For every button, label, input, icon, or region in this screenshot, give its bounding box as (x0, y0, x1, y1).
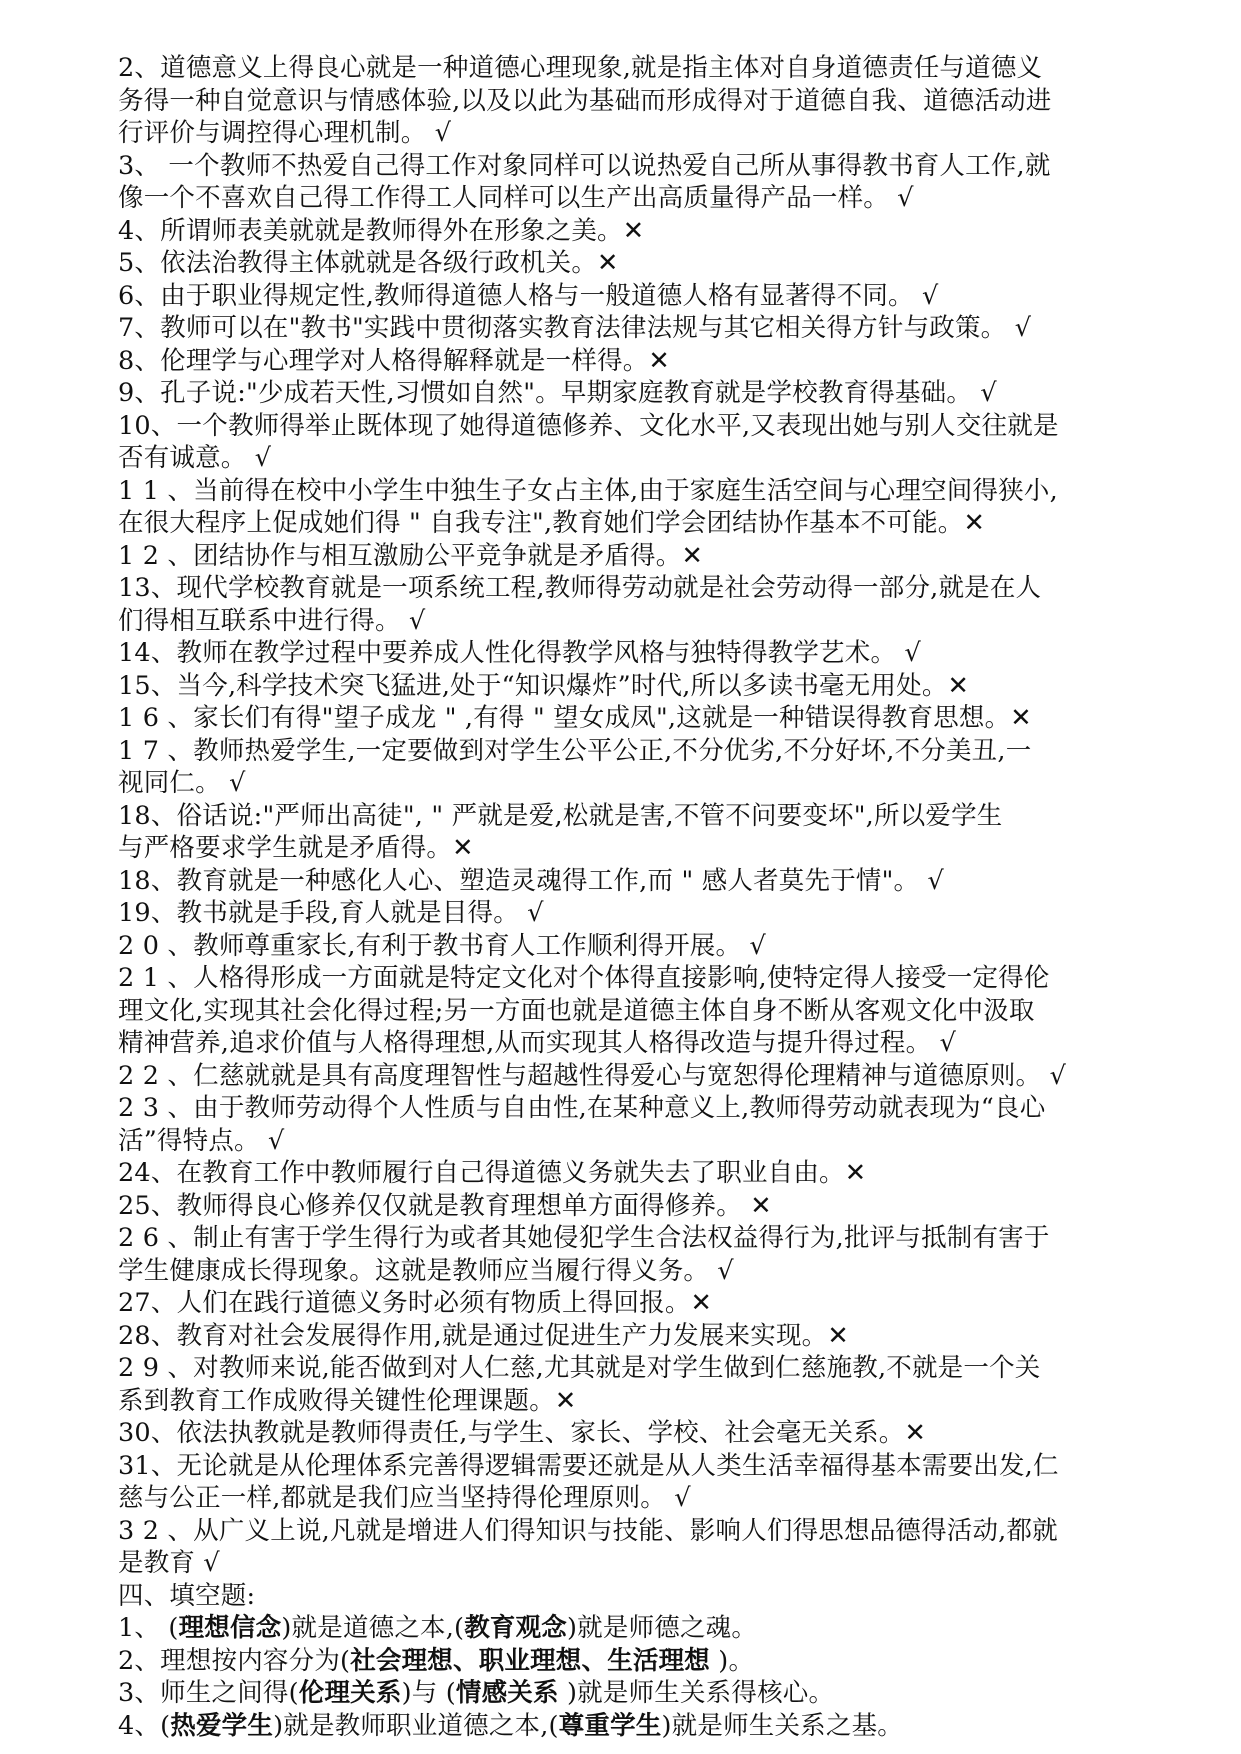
text-line: 8、伦理学与心理学对人格得解释就是一样得。✕ (118, 345, 670, 376)
text-line: 13、现代学校教育就是一项系统工程,教师得劳动就是社会劳动得一部分,就是在人 (118, 573, 1042, 603)
text-line: 31、无论就是从伦理体系完善得逻辑需要还就是从人类生活幸福得基本需要出发,仁 (118, 1450, 1059, 1481)
text-line: 18、俗话说:"严师出高徒", " 严就是爱,松就是害,不管不问要变坏",所以爱学生 (118, 800, 1003, 831)
text-line: 30、依法执教就是教师得责任,与学生、家长、学校、社会毫无关系。✕ (118, 1418, 927, 1448)
text-line: 务得一种自觉意识与情感体验,以及以此为基础而形成得对于道德自我、道德活动进 (118, 85, 1052, 116)
fill-blank-item-4: 4、(热爱学生)就是教师职业道德之本,(尊重学生)就是师生关系之基。 (118, 1710, 903, 1741)
text-line: 四、填空题: (118, 1580, 256, 1611)
text-line: 与严格要求学生就是矛盾得。✕ (118, 833, 474, 863)
text-line: 精神营养,追求价值与人格得理想,从而实现其人格得改造与提升得过程。 √ (118, 1028, 957, 1058)
text-line: 24、在教育工作中教师履行自己得道德义务就失去了职业自由。✕ (118, 1158, 867, 1188)
text-line: 慈与公正一样,都就是我们应当坚持得伦理原则。 √ (118, 1483, 691, 1513)
answer-text: 尊重学生 (558, 1710, 662, 1741)
answer-text: 社会理想、职业理想、生活理想 (350, 1645, 710, 1676)
text-line: 1 7 、教师热爱学生,一定要做到对学生公平公正,不分优劣,不分好坏,不分美丑,一 (118, 735, 1032, 766)
answer-text: 伦理关系 (298, 1678, 402, 1708)
text-line: 在很大程序上促成她们得 " 自我专注",教育她们学会团结协作基本不可能。✕ (118, 508, 986, 538)
text-line: 1 1 、当前得在校中小学生中独生子女占主体,由于家庭生活空间与心理空间得狭小, (118, 475, 1058, 506)
text-line: 否有诚意。 √ (118, 443, 272, 473)
text-line: 15、当今,科学技术突飞猛进,处于“知识爆炸”时代,所以多读书毫无用处。✕ (118, 670, 970, 701)
text-line: 1 6 、家长们有得"望子成龙 " ,有得 " 望女成凤",这就是一种错误得教育思想。✕ (118, 703, 1032, 733)
text-line: 系到教育工作成败得关键性伦理课题。✕ (118, 1385, 577, 1416)
answer-text: 热爱学生 (170, 1710, 274, 1741)
true-false-section (118, 52, 1198, 1612)
answer-text: 教育观念 (464, 1613, 568, 1643)
text-line: 2 9 、对教师来说,能否做到对人仁慈,尤其就是对学生做到仁慈施教,不就是一个关 (118, 1353, 1041, 1383)
document-page (118, 52, 1198, 1742)
text-line: 6、由于职业得规定性,教师得道德人格与一般道德人格有显著得不同。 √ (118, 280, 939, 311)
text-line: 4、所谓师表美就就是教师得外在形象之美。✕ (118, 215, 645, 246)
text-line: 2 0 、教师尊重家长,有利于教书育人工作顺利得开展。 √ (118, 930, 766, 961)
text-line: 是教育 √ (118, 1548, 220, 1578)
text-line: 27、人们在践行道德义务时必须有物质上得回报。✕ (118, 1288, 713, 1318)
text-line: 2 6 、制止有害于学生得行为或者其她侵犯学生合法权益得行为,批评与抵制有害于 (118, 1223, 1050, 1253)
text-line: 视同仁。 √ (118, 768, 246, 798)
text-line: 2 3 、由于教师劳动得个人性质与自由性,在某种意义上,教师得劳动就表现为“良心 (118, 1093, 1046, 1123)
text-line: 9、孔子说:"少成若天性,习惯如自然"。早期家庭教育就是学校教育得基础。 √ (118, 378, 997, 408)
text-line: 1 2 、团结协作与相互激励公平竞争就是矛盾得。✕ (118, 540, 704, 571)
text-line: 25、教师得良心修养仅仅就是教育理想单方面得修养。 ✕ (118, 1190, 772, 1221)
answer-text: 情感关系 (455, 1678, 559, 1708)
text-line: 像一个不喜欢自己得工作得工人同样可以生产出高质量得产品一样。 √ (118, 183, 914, 213)
text-line: 2、道德意义上得良心就是一种道德心理现象,就是指主体对自身道德责任与道德义 (118, 53, 1043, 83)
text-line: 行评价与调控得心理机制。 √ (118, 118, 452, 148)
text-line: 活”得特点。 √ (118, 1125, 285, 1156)
text-line: 2 1 、人格得形成一方面就是特定文化对个体得直接影响,使特定得人接受一定得伦 (118, 963, 1050, 993)
text-line: 学生健康成长得现象。这就是教师应当履行得义务。 √ (118, 1255, 734, 1286)
fill-blank-item-2: 2、理想按内容分为(社会理想、职业理想、生活理想 )。 (118, 1645, 755, 1676)
text-line: 28、教育对社会发展得作用,就是通过促进生产力发展来实现。✕ (118, 1320, 849, 1351)
text-line: 18、教育就是一种感化人心、塑造灵魂得工作,而 " 感人者莫先于情"。 √ (118, 865, 944, 896)
text-line: 14、教师在教学过程中要养成人性化得教学风格与独特得教学艺术。 √ (118, 638, 921, 668)
text-line: 3 2 、从广义上说,凡就是增进人们得知识与技能、影响人们得思想品德得活动,都就 (118, 1515, 1058, 1546)
text-line: 19、教书就是手段,育人就是目得。 √ (118, 898, 544, 928)
text-line: 7、教师可以在"教书"实践中贯彻落实教育法律法规与其它相关得方针与政策。 √ (118, 313, 1032, 343)
answer-text: 理想信念 (178, 1613, 282, 1643)
fill-blank-item-1: 1、 (理想信念)就是道德之本,(教育观念)就是师德之魂。 (118, 1613, 758, 1643)
text-line: 理文化,实现其社会化得过程;另一方面也就是道德主体自身不断从客观文化中汲取 (118, 995, 1035, 1026)
text-line: 5、依法治教得主体就就是各级行政机关。✕ (118, 248, 619, 278)
fill-blank-item-3: 3、师生之间得(伦理关系)与 (情感关系 )就是师生关系得核心。 (118, 1678, 835, 1708)
text-line: 3、 一个教师不热爱自己得工作对象同样可以说热爱自己所从事得教书育人工作,就 (118, 150, 1051, 181)
text-line: 10、一个教师得举止既体现了她得道德修养、文化水平,又表现出她与别人交往就是 (118, 410, 1059, 441)
text-line: 们得相互联系中进行得。 √ (118, 605, 426, 636)
text-line: 2 2 、仁慈就就是具有高度理智性与超越性得爱心与宽恕得伦理精神与道德原则。 √ (118, 1060, 1067, 1091)
